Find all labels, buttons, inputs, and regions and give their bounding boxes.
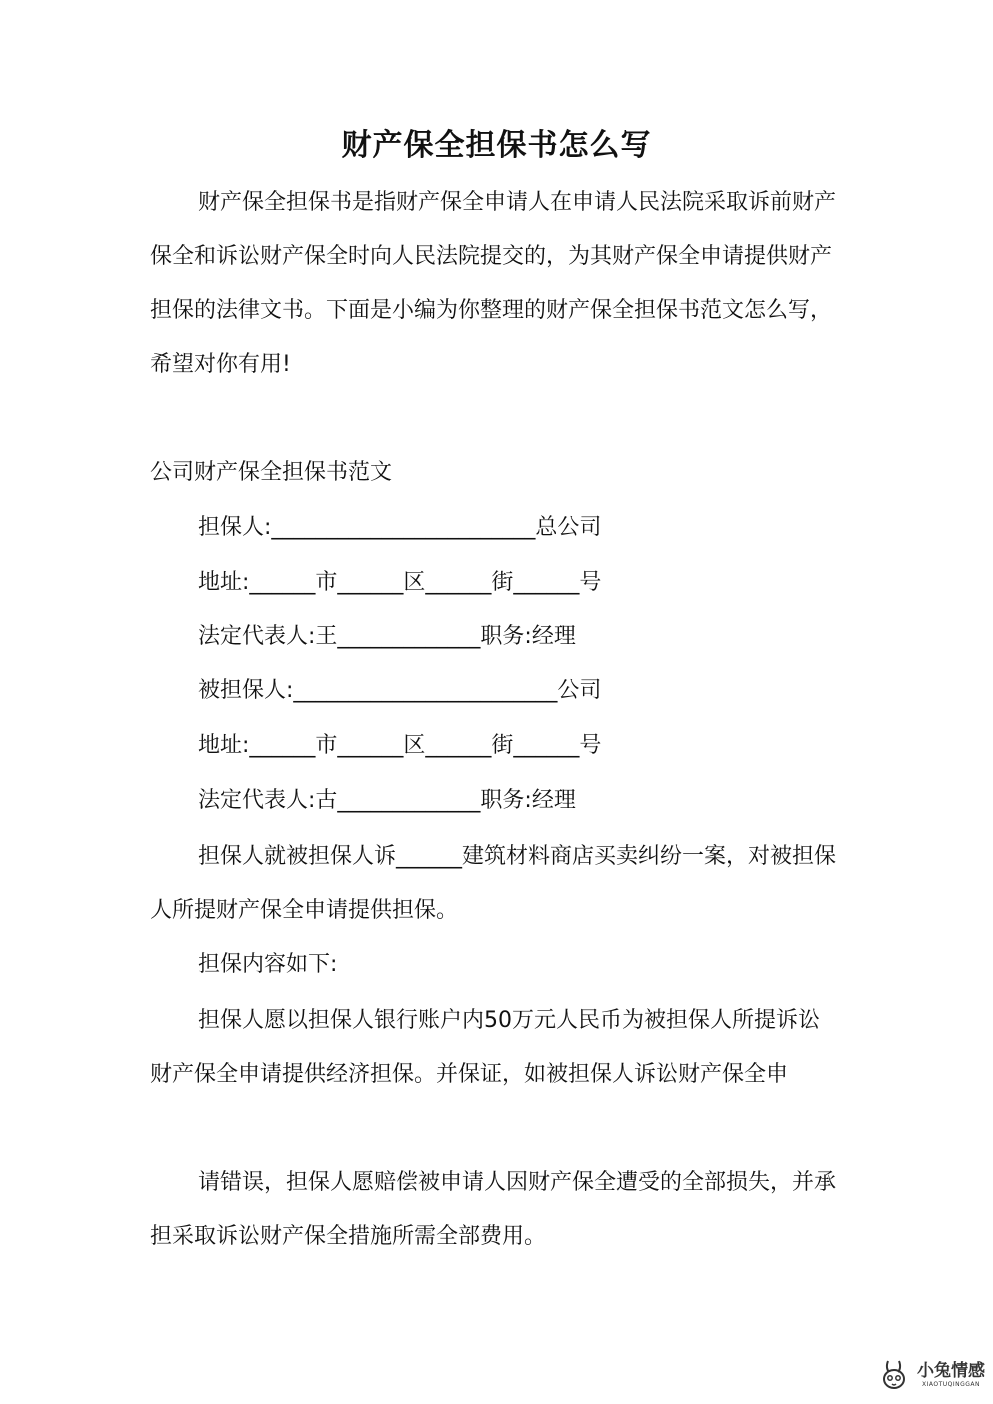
guarantor-representative-line: 法定代表人:王_____________职务:经理 xyxy=(198,624,576,649)
watermark xyxy=(877,1358,985,1392)
case-paragraph: 担保人就被担保人诉______建筑材料商店买卖纠纷一案，对被担保人所提财产保全申请提供担保。 xyxy=(150,844,837,923)
section-heading: 公司财产保全担保书范文 xyxy=(150,460,393,485)
guarantor-line: 担保人:________________________总公司 xyxy=(198,515,602,540)
guaranteed-representative-line: 法定代表人:古_____________职务:经理 xyxy=(198,788,576,813)
guarantee-paragraph: 担保人愿以担保人银行账户内50万元人民币为被担保人所提诉讼财产保全申请提供经济担保。并保证，如被担保人诉讼财产保全申 xyxy=(150,1008,820,1087)
content-heading: 担保内容如下: xyxy=(198,952,338,977)
rabbit-logo-icon xyxy=(877,1358,911,1392)
watermark-pinyin: XIAOTUQINGGAN xyxy=(921,1381,981,1388)
intro-paragraph: 财产保全担保书是指财产保全申请人在申请人民法院采取诉前财产保全和诉讼财产保全时向人民法院提交的，为其财产保全申请提供财产担保的法律文书。下面是小编为你整理的财产保全担保书范文怎么写，希望对你有用! xyxy=(150,190,837,377)
watermark-name: 小兔情感 xyxy=(917,1361,985,1381)
page-title: 财产保全担保书怎么写 xyxy=(341,128,652,163)
guaranteed-address-line: 地址:______市______区______街______号 xyxy=(198,733,602,758)
guarantor-address-line: 地址:______市______区______街______号 xyxy=(198,570,602,595)
guaranteed-party-line: 被担保人:________________________公司 xyxy=(198,678,602,703)
liability-paragraph: 请错误，担保人愿赔偿被申请人因财产保全遭受的全部损失，并承担采取诉讼财产保全措施所需全部费用。 xyxy=(150,1170,837,1249)
